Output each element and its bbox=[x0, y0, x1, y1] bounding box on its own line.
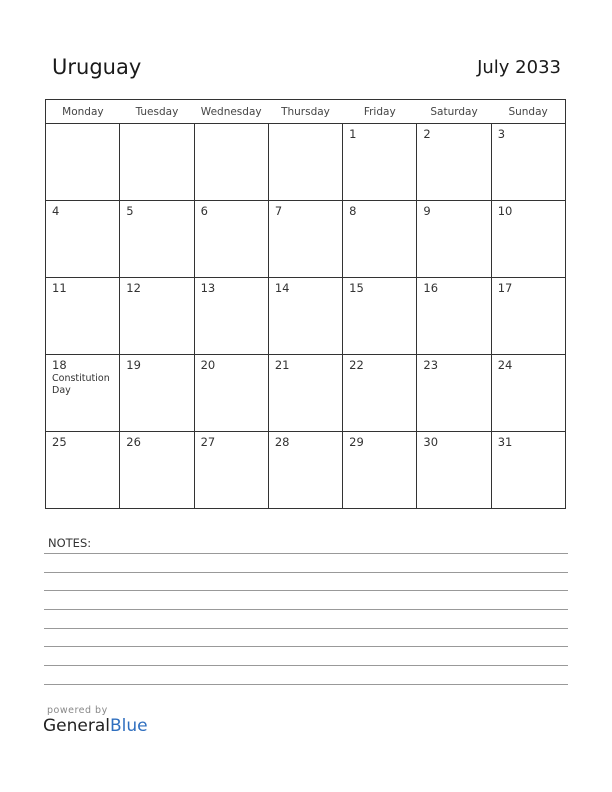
day-number: 27 bbox=[200, 435, 216, 449]
day-cell bbox=[46, 355, 120, 432]
week-row bbox=[46, 432, 566, 509]
day-cell bbox=[343, 432, 417, 509]
weekday-header-row bbox=[46, 100, 566, 124]
day-cell bbox=[194, 124, 268, 201]
day-cell bbox=[120, 124, 194, 201]
day-cell bbox=[268, 278, 342, 355]
notes-label: NOTES: bbox=[48, 536, 92, 550]
month-title: July 2033 bbox=[477, 57, 561, 78]
day-cell bbox=[491, 124, 565, 201]
weekday-tuesday: Tuesday bbox=[120, 100, 194, 124]
day-cell bbox=[417, 201, 491, 278]
powered-by-text: powered by bbox=[47, 705, 108, 716]
week-row bbox=[46, 201, 566, 278]
day-number: 22 bbox=[349, 358, 364, 372]
weekday-monday: Monday bbox=[46, 100, 120, 124]
day-number: 20 bbox=[200, 358, 216, 372]
day-cell bbox=[194, 201, 268, 278]
day-cell bbox=[343, 278, 417, 355]
day-number: 1 bbox=[349, 127, 357, 141]
holiday-label: Constitution Day bbox=[52, 373, 110, 396]
day-cell bbox=[491, 201, 565, 278]
day-cell bbox=[194, 432, 268, 509]
notes-line bbox=[44, 553, 568, 554]
day-number: 2 bbox=[423, 127, 431, 141]
day-cell bbox=[120, 278, 194, 355]
day-number: 24 bbox=[497, 358, 513, 372]
brand-logo bbox=[43, 716, 148, 736]
day-cell bbox=[417, 278, 491, 355]
day-cell bbox=[491, 355, 565, 432]
day-number: 17 bbox=[497, 281, 513, 295]
brand-name-part1: General bbox=[43, 716, 110, 736]
day-cell bbox=[343, 124, 417, 201]
day-cell bbox=[491, 432, 565, 509]
day-number: 10 bbox=[497, 204, 513, 218]
week-row bbox=[46, 355, 566, 432]
day-cell bbox=[268, 355, 342, 432]
notes-line bbox=[44, 590, 568, 591]
day-cell bbox=[120, 432, 194, 509]
day-cell bbox=[194, 278, 268, 355]
day-cell bbox=[46, 278, 120, 355]
day-number: 26 bbox=[126, 435, 141, 449]
country-title: Uruguay bbox=[52, 55, 142, 79]
day-cell bbox=[46, 124, 120, 201]
weekday-sunday: Sunday bbox=[491, 100, 565, 124]
day-cell bbox=[46, 201, 120, 278]
day-number: 11 bbox=[52, 281, 67, 295]
day-number: 31 bbox=[497, 435, 513, 449]
day-number: 15 bbox=[349, 281, 364, 295]
day-number: 3 bbox=[497, 127, 506, 141]
day-number: 4 bbox=[52, 204, 60, 218]
notes-line bbox=[44, 628, 568, 629]
day-number: 18 bbox=[52, 358, 67, 372]
notes-line bbox=[44, 572, 568, 573]
day-cell bbox=[343, 355, 417, 432]
weekday-thursday: Thursday bbox=[268, 100, 342, 124]
notes-line bbox=[44, 665, 568, 666]
day-number: 9 bbox=[423, 204, 431, 218]
day-number: 13 bbox=[200, 281, 216, 295]
day-number: 25 bbox=[52, 435, 67, 449]
weekday-friday: Friday bbox=[343, 100, 417, 124]
day-cell bbox=[417, 432, 491, 509]
day-number: 6 bbox=[200, 204, 208, 218]
week-row bbox=[46, 124, 566, 201]
day-number: 16 bbox=[423, 281, 439, 295]
day-number: 19 bbox=[126, 358, 141, 372]
weekday-wednesday: Wednesday bbox=[194, 100, 268, 124]
day-number: 30 bbox=[423, 435, 439, 449]
day-cell bbox=[46, 432, 120, 509]
day-number: 8 bbox=[349, 204, 357, 218]
day-number: 7 bbox=[274, 204, 283, 218]
day-cell bbox=[343, 201, 417, 278]
day-number: 12 bbox=[126, 281, 141, 295]
day-cell bbox=[268, 124, 342, 201]
day-cell bbox=[417, 355, 491, 432]
notes-line bbox=[44, 609, 568, 610]
day-cell bbox=[417, 124, 491, 201]
day-number: 5 bbox=[126, 204, 134, 218]
day-number: 14 bbox=[274, 281, 290, 295]
notes-line bbox=[44, 646, 568, 647]
day-number: 23 bbox=[423, 358, 439, 372]
day-cell bbox=[120, 355, 194, 432]
notes-line bbox=[44, 684, 568, 685]
brand-name-part2: Blue bbox=[110, 716, 148, 736]
day-cell bbox=[491, 278, 565, 355]
day-cell bbox=[268, 201, 342, 278]
weekday-saturday: Saturday bbox=[417, 100, 491, 124]
day-cell bbox=[194, 355, 268, 432]
calendar-grid bbox=[45, 99, 566, 509]
day-number: 29 bbox=[349, 435, 364, 449]
week-row bbox=[46, 278, 566, 355]
day-cell bbox=[268, 432, 342, 509]
day-number: 21 bbox=[274, 358, 290, 372]
day-cell bbox=[120, 201, 194, 278]
day-number: 28 bbox=[274, 435, 290, 449]
